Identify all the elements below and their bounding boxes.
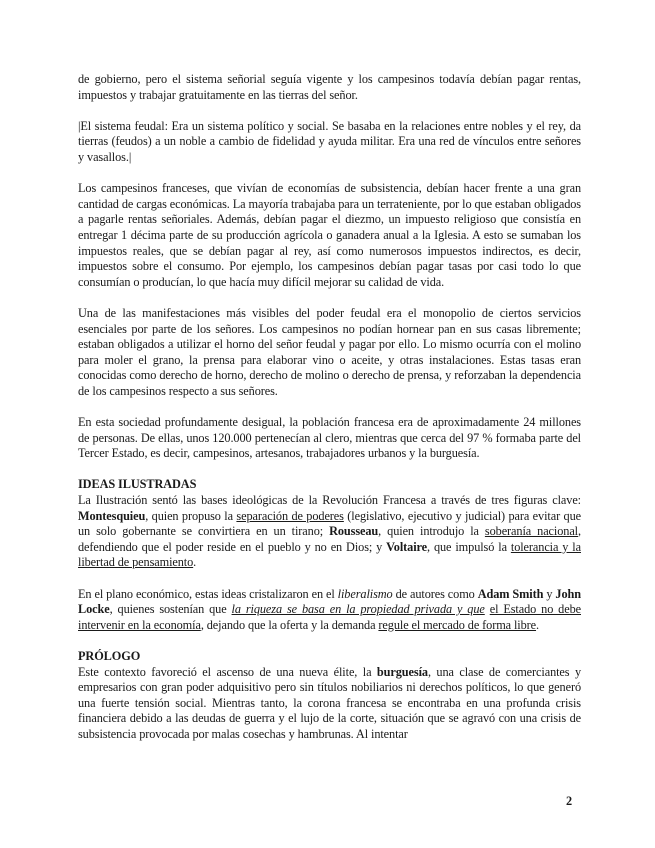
name-rousseau: Rousseau bbox=[329, 524, 379, 539]
text: (legislativo, ejecutivo y judicial) para evitar que un solo gobernante se convirtiera en un tirano; bbox=[78, 508, 581, 539]
paragraph-burguesia bbox=[78, 665, 581, 743]
term-estado: el Estado no debe intervenir en la economía bbox=[78, 602, 581, 632]
text: Este contexto favoreció el ascenso de una nueva élite, la bbox=[78, 664, 377, 679]
paragraph-sistema-feudal: |El sistema feudal: Era un sistema político y social. Se basaba en la relaciones entre nobles y el rey, da tierras (feudos) a un noble a cambio de fidelidad y ayuda militar. Era una red de vínculos entre señores y vasallos.| bbox=[78, 118, 581, 164]
name-montesquieu: Montesquieu bbox=[78, 508, 146, 523]
paragraph-monopolio: Una de las manifestaciones más visibles del poder feudal era el monopolio de ciertos servicios esenciales por parte de los señores. Los campesinos no podían hornear pan en sus casas libremente; estaban obligados a utilizar el horno del señor feudal y pagar por ello. Lo mismo ocurría con el molino para moler el grano, la prensa para elaborar vino o aceite, y otras instalaciones. Estas tasas eran conocidas como derecho de horno, derecho de molino o derecho de prensa, y reforzaban la dependencia de los campesinos respecto a sus señores. bbox=[78, 305, 581, 398]
text: . bbox=[193, 555, 197, 570]
term-mercado-libre: regule el mercado de forma libre bbox=[378, 617, 537, 632]
paragraph-gobierno: de gobierno, pero el sistema señorial seguía vigente y los campesinos todavía debían pagar rentas, impuestos y trabajar gratuitamente en las tierras del señor. bbox=[78, 72, 581, 102]
text: , quien introdujo la bbox=[378, 524, 485, 539]
name-john-locke: John Locke bbox=[78, 586, 581, 617]
text: , quienes sostenían que bbox=[109, 602, 232, 617]
text: . bbox=[536, 617, 540, 632]
heading-ideas-ilustradas: IDEAS ILUSTRADAS bbox=[78, 477, 197, 492]
text: , quien propuso la bbox=[145, 508, 237, 523]
term-riqueza: la riqueza se basa en la propiedad privada y que bbox=[231, 602, 485, 617]
term-tolerancia: tolerancia y la libertad de pensamiento bbox=[78, 539, 581, 570]
text: y bbox=[543, 586, 556, 601]
page-number: 2 bbox=[566, 794, 573, 808]
name-adam-smith: Adam Smith bbox=[477, 586, 544, 601]
term-liberalismo: liberalismo bbox=[337, 586, 393, 601]
text: , una clase de comerciantes y empresarios con gran poder adquisitivo pero sin títulos nobiliarios ni derechos políticos, lo que generó una fuerte tensión social. Mientras tanto, la corona francesa se encontraba en una profunda crisis financiera debido a las deudas de guerra y el lujo de la corte, situación que se agravó con una crisis de subsistencia provocada por malas cosechas y hambrunas. Al intentar bbox=[78, 664, 582, 741]
term-separacion-poderes: separación de poderes bbox=[236, 508, 344, 523]
term-soberania-nacional: soberanía nacional bbox=[484, 524, 578, 539]
text: , dejando que la oferta y la demanda bbox=[200, 617, 379, 632]
text: La Ilustración sentó las bases ideológicas de la Revolución Francesa a través de tres figuras clave: bbox=[78, 493, 581, 508]
paragraph-ilustracion bbox=[78, 493, 581, 571]
paragraph-economia bbox=[78, 587, 581, 634]
term-burguesia: burguesía bbox=[376, 664, 428, 679]
text: En el plano económico, estas ideas cristalizaron en el bbox=[78, 586, 338, 601]
heading-prologo: PRÓLOGO bbox=[78, 648, 141, 663]
paragraph-campesinos: Los campesinos franceses, que vivían de economías de subsistencia, debían hacer frente a una gran cantidad de cargas económicas. La mayoría trabajaba para un terrateniente, por lo que estaban obligados a pagarle rentas señoriales. Además, debían pagar el diezmo, un impuesto religioso que consistía en entregar 1 décima parte de su producción agrícola o ganadera anual a la Iglesia. A esto se sumaban los impuestos reales, que se debían pagar al rey, así como numerosos impuestos indirectos, es decir, impuestos sobre el consumo. Por ejemplo, los campesinos debían pagar tasas por casi todo lo que consumían o producían, lo que hacía muy difícil mejorar su calidad de vida. bbox=[78, 181, 581, 289]
text: de autores como bbox=[392, 586, 478, 601]
text: , defendiendo que el poder reside en el pueblo y no en Dios; y bbox=[78, 524, 581, 554]
paragraph-poblacion: En esta sociedad profundamente desigual, la población francesa era de aproximadamente 24 millones de personas. De ellas, unos 120.000 pertenecían al clero, mientras que cerca del 97 % formaba parte del Tercer Estado, es decir, campesinos, artesanos, trabajadores urbanos y la burguesía. bbox=[78, 415, 581, 461]
text: , que impulsó la bbox=[427, 539, 511, 554]
document-page bbox=[78, 72, 581, 758]
name-voltaire: Voltaire bbox=[386, 539, 428, 554]
